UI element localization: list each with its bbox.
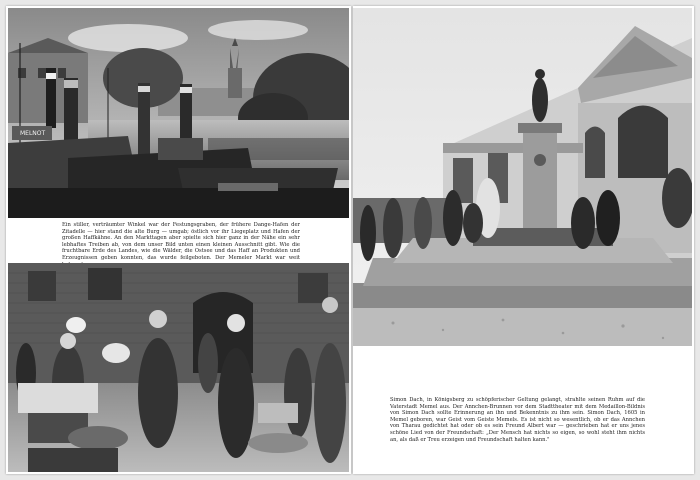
boat-name-label: MELNOT (20, 130, 46, 137)
market-photo (8, 263, 349, 472)
fountain-theatre-photo (353, 8, 692, 346)
caption-left-text: Ein stiller, verträumter Winkel war der Festungsgraben, der frühere Dange-Hafen der Zitadelle — hier stand die alte Burg — umgab; östlich vor ihr Liegeplatz und Hafen der großen Haffkähne. An den Markttagen aber spielte sich hier ganz in der Nähe ein sehr lebhaftes Treiben ab, von dem unser Bild unten einen kleinen Ausschnitt gibt. Wie die fruchtbare Erde des Landes, wie die Wälder, die Ostsee und das Haff an Produkten und Erzeugnissen geben konnten, das wurde feilgeboten. Der Memeler Markt war weit (62, 222, 300, 261)
harbor-photo (8, 8, 349, 218)
caption-right (390, 397, 645, 443)
caption-left (62, 222, 300, 268)
left-page (6, 6, 351, 474)
right-page (353, 6, 694, 474)
caption-right-text: Simon Dach, in Königsberg zu schöpferischer Geltung gelangt, strahlte seinen Ruhm auf die Vaterstadt Memel aus. Der Annchen-Brunnen vor dem Stadttheater mit dem Medaillon-Bildnis von Simon Dach sollte Erinnerung an ihn und Bekenntnis zu ihm sein. Simon Dach, 1605 in Memel geboren, war Geist vom Geiste Memels. Es ist nicht so wesentlich, ob er das Annchen von Tharau gedichtet hat oder ob es sein Freund Albert war — geschrieben hat er uns jenes schöne Lied von der Freundschaft: „Der Mensch hat nichts so eigen, so wohl steht ihm nichts an, als daß er Treu erzeigen und Freundschaft halten kann." (390, 397, 645, 443)
